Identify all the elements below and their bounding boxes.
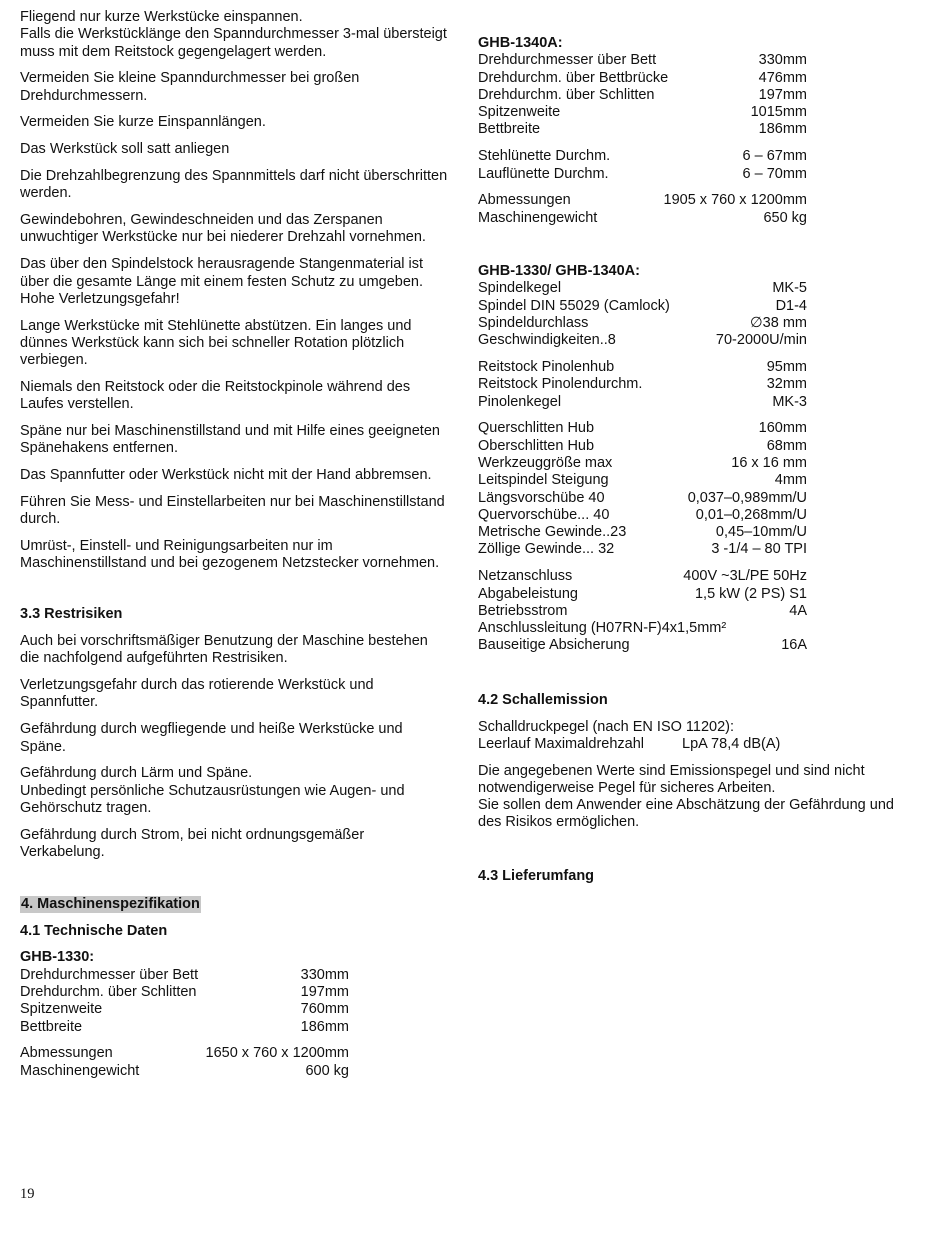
spec-row [20,1001,349,1018]
spec-row [478,455,807,472]
restrisiken-paragraph: Auch bei vorschriftsmäßiger Benutzung der Maschine bestehen die nachfolgend aufgeführten Restrisiken. [20,633,428,667]
spec-row [478,315,807,332]
ghb1340a-dimensions-table [478,192,807,227]
spec-row [20,984,349,1001]
spec-label: Spitzenweite [478,104,561,121]
spec-value: 197mm [758,86,807,103]
spec-label: Drehdurchm. über Schlitten [478,86,655,103]
safety-paragraph: Vermeiden Sie kleine Spanndurchmesser bei großen Drehdurchmessern. [20,70,360,104]
spec-row [20,967,349,984]
left-column [20,0,450,1080]
spec-value: 650 kg [763,209,807,226]
anschlussleitung-line: Anschlussleitung (H07RN-F)4x1,5mm² [478,620,727,637]
spec-label: Bettbreite [20,1018,83,1035]
safety-paragraph: Das Spannfutter oder Werkstück nicht mit der Hand abbremsen. [20,467,432,484]
section-41-heading: 4.1 Technische Daten [20,922,168,939]
spec-value: 186mm [300,1018,349,1035]
spec-label: Quervorschübe... 40 [478,506,610,523]
spec-value: 95mm [766,358,807,375]
spec-row [478,438,807,455]
schall-line-1: Schalldruckpegel (nach EN ISO 11202): [478,718,735,735]
safety-paragraph: Umrüst-, Einstell- und Reinigungsarbeiten nur im Maschinenstillstand und bei gezogenem Netzstecker vornehmen. [20,538,440,572]
slide-spec-table [478,420,807,558]
safety-paragraph: Das Werkstück soll satt anliegen [20,141,230,158]
safety-paragraph: Späne nur bei Maschinenstillstand und mit Hilfe eines geeigneten Spänehakens entfernen. [20,423,440,457]
spec-label: Drehdurchmesser über Bett [20,966,199,983]
spec-value: 760mm [300,1001,349,1018]
spec-row [478,603,807,620]
spec-label: Längsvorschübe 40 [478,489,605,506]
spec-label: Abgabeleistung [478,585,578,602]
schall-line-2 [478,736,898,753]
spec-label: Abmessungen [478,192,571,209]
spec-label: Maschinengewicht [478,209,598,226]
spec-label: Werkzeuggröße max [478,454,613,471]
spec-row [478,121,807,138]
spec-value: MK-5 [772,280,807,297]
spec-label: Zöllige Gewinde... 32 [478,541,615,558]
spec-value: 476mm [758,69,807,86]
common-specs-title: GHB-1330/ GHB-1340A: [478,262,640,279]
ghb1330-dimensions-table [20,1045,349,1080]
safety-paragraph: Niemals den Reitstock oder die Reitstockpinole während des Laufes verstellen. [20,379,411,413]
spec-row [478,376,807,393]
spec-value: 1650 x 760 x 1200mm [205,1045,349,1062]
safety-paragraph: Die Drehzahlbegrenzung des Spannmittels darf nicht überschritten werden. [20,168,448,202]
restrisiken-paragraphs [20,633,450,861]
spec-label: Geschwindigkeiten..8 [478,332,616,349]
spec-row [20,1019,349,1036]
schall-value: LpA 78,4 dB(A) [682,735,781,752]
spec-row [478,524,807,541]
spec-value: 160mm [758,420,807,437]
spec-value: 400V ~3L/PE 50Hz [683,568,807,585]
safety-paragraph: Gewindebohren, Gewindeschneiden und das Zerspanen unwuchtiger Werkstücke nur bei niederer Drehzahl vornehmen. [20,212,426,246]
spec-row [478,70,807,87]
restrisiken-heading: 3.3 Restrisiken [20,606,123,623]
restrisiken-paragraph: Gefährdung durch Lärm und Späne. Unbedingt persönliche Schutzausrüstungen wie Augen- und Gehörschutz tragen. [20,765,405,816]
safety-paragraph: Das über den Spindelstock herausragende Stangenmaterial ist über die gesamte Länge mit einem festen Schutz zu umgeben. Hohe Verletzungsgefahr! [20,256,424,307]
page-number: 19 [20,1186,35,1202]
spec-row [478,52,807,69]
spec-row [20,1045,349,1062]
spec-value: 0,037–0,989mm/U [687,489,807,506]
spec-value: MK-3 [772,393,807,410]
spec-label: Pinolenkegel [478,393,562,410]
safety-paragraph: Fliegend nur kurze Werkstücke einspannen. Falls die Werkstücklänge den Spanndurchmesser 3-mal übersteigt muss mit dem Reitstock gegengelagert werden. [20,9,447,60]
schall-text: Die angegebenen Werte sind Emissionspegel und sind nicht notwendigerweise Pegel für sicheres Arbeiten. Sie sollen dem Anwender eine Abschätzung der Gefährdung und des Risikos ermöglichen. [478,762,894,831]
spec-row [478,541,807,558]
spec-value: 32mm [766,376,807,393]
ghb1330-spec-table [20,967,349,1036]
spec-label: Drehdurchm. über Schlitten [20,983,197,1000]
spec-row [478,420,807,437]
section-4-heading: 4. Maschinenspezifikation [21,895,200,912]
spec-value: D1-4 [775,297,807,314]
spec-label: Leitspindel Steigung [478,472,609,489]
spec-row [478,472,807,489]
spec-label: Drehdurchm. über Bettbrücke [478,69,669,86]
spec-value: 16A [781,637,807,654]
spec-value: 1905 x 760 x 1200mm [663,192,807,209]
spec-row [478,586,807,603]
spec-value: ∅38 mm [750,314,807,331]
spec-label: Spindeldurchlass [478,314,589,331]
spec-value: 3 -1/4 – 80 TPI [711,541,807,558]
spec-value: 1015mm [750,104,807,121]
spec-label: Spindelkegel [478,280,562,297]
spec-label: Betriebsstrom [478,602,568,619]
schall-heading: 4.2 Schallemission [478,691,608,708]
spec-label: Stehlünette Durchm. [478,148,611,165]
right-column [478,0,898,885]
spec-row [478,298,807,315]
spec-value: 4A [789,602,807,619]
spec-value: 600 kg [305,1062,349,1079]
spec-label: Drehdurchmesser über Bett [478,52,657,69]
spec-row [478,148,807,165]
spec-row [20,1063,349,1080]
spec-value: 6 – 70mm [742,165,807,182]
restrisiken-paragraph: Gefährdung durch Strom, bei nicht ordnungsgemäßer Verkabelung. [20,826,365,860]
spec-value: 6 – 67mm [742,148,807,165]
spec-label: Maschinengewicht [20,1062,140,1079]
spec-value: 330mm [300,966,349,983]
spec-row [478,332,807,349]
spec-label: Metrische Gewinde..23 [478,524,627,541]
restrisiken-paragraph: Gefährdung durch wegfliegende und heiße Werkstücke und Späne. [20,721,403,755]
spec-value: 0,45–10mm/U [715,524,807,541]
spec-value: 70-2000U/min [715,332,807,349]
spec-row [478,87,807,104]
ghb1340a-luenette-table [478,148,807,183]
spec-label: Abmessungen [20,1045,113,1062]
safety-paragraph: Vermeiden Sie kurze Einspannlängen. [20,114,266,131]
lieferumfang-heading: 4.3 Lieferumfang [478,867,595,884]
electrical-spec-table [478,568,807,620]
spec-row [478,394,807,411]
tailstock-spec-table [478,359,807,411]
spec-row [478,490,807,507]
ghb1330-title: GHB-1330: [20,949,95,966]
safety-paragraphs [20,9,450,573]
spec-row [478,568,807,585]
restrisiken-paragraph: Verletzungsgefahr durch das rotierende Werkstück und Spannfutter. [20,677,374,711]
spec-label: Oberschlitten Hub [478,437,595,454]
schall-label: Leerlauf Maximaldrehzahl [478,735,645,752]
spec-label: Lauflünette Durchm. [478,165,609,182]
safety-paragraph: Führen Sie Mess- und Einstellarbeiten nur bei Maschinenstillstand durch. [20,494,445,528]
spec-label: Spindel DIN 55029 (Camlock) [478,297,670,314]
safety-paragraph: Lange Werkstücke mit Stehlünette abstützen. Ein langes und dünnes Werkstück kann sich bei schneller Rotation plötzlich verbiegen. [20,317,412,369]
spec-row [478,166,807,183]
spec-row [478,507,807,524]
spec-label: Spitzenweite [20,1001,103,1018]
spec-label: Querschlitten Hub [478,420,595,437]
spec-label: Netzanschluss [478,568,573,585]
spec-label: Bauseitige Absicherung [478,637,630,654]
spec-label: Reitstock Pinolenhub [478,358,615,375]
spec-value: 16 x 16 mm [731,454,807,471]
spec-value: 330mm [758,52,807,69]
spec-row [478,210,807,227]
spec-row [478,359,807,376]
spec-row [478,280,807,297]
absicherung-table [478,637,807,654]
spec-label: Bettbreite [478,121,541,138]
spec-value: 0,01–0,268mm/U [695,506,807,523]
spec-value: 68mm [766,437,807,454]
ghb1340a-spec-table [478,52,807,138]
spec-label: Reitstock Pinolendurchm. [478,376,643,393]
spec-value: 186mm [758,121,807,138]
spec-row [478,104,807,121]
spec-value: 4mm [774,472,807,489]
spec-row [478,192,807,209]
spindle-spec-table [478,280,807,349]
spec-value: 197mm [300,983,349,1000]
spec-value: 1,5 kW (2 PS) S1 [694,585,807,602]
ghb1340a-title: GHB-1340A: [478,35,563,51]
